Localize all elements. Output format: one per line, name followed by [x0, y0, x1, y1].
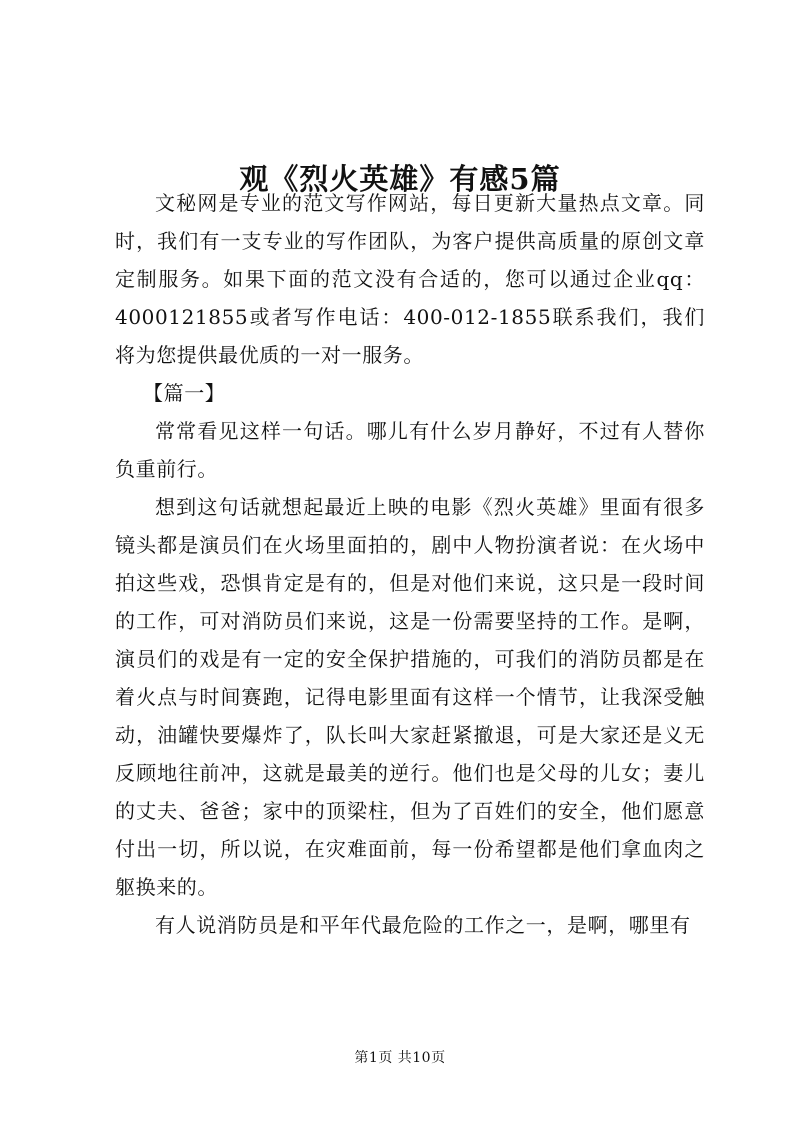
intro-paragraph: 文秘网是专业的范文写作网站，每日更新大量热点文章。同时，我们有一支专业的写作团队，为客户提供高质量的原创文章定制服务。如果下面的范文没有合适的，您可以通过企业qq：4000121855或者写作电话：400-012-1855联系我们，我们将为您提供最优质的一对一服务。: [115, 191, 705, 367]
section-heading: 【篇一】: [143, 381, 226, 405]
document-body: [115, 184, 705, 944]
body-paragraph-2: 想到这句话就想起最近上映的电影《烈火英雄》里面有很多镜头都是演员们在火场里面拍的，剧中人物扮演者说：在火场中拍这些戏，恐惧肯定是有的，但是对他们来说，这只是一段时间的工作，可对消防员们来说，这是一份需要坚持的工作。是啊，演员们的戏是有一定的安全保护措施的，可我们的消防员都是在着火点与时间赛跑，记得电影里面有这样一个情节，让我深受触动，油罐快要爆炸了，队长叫大家赶紧撤退，可是大家还是义无反顾地往前冲，这就是最美的逆行。他们也是父母的儿女；妻儿的丈夫、爸爸；家中的顶梁柱，但为了百姓们的安全，他们愿意付出一切，所以说，在灾难面前，每一份希望都是他们拿血肉之躯换来的。: [115, 495, 705, 899]
document-title: 观《烈火英雄》有感5篇: [239, 162, 561, 197]
body-paragraph-1: 常常看见这样一句话。哪儿有什么岁月静好，不过有人替你负重前行。: [115, 419, 705, 481]
body-paragraph-3: 有人说消防员是和平年代最危险的工作之一，是啊，哪里有: [155, 913, 691, 937]
page-footer: 第1页 共10页: [354, 1050, 446, 1066]
